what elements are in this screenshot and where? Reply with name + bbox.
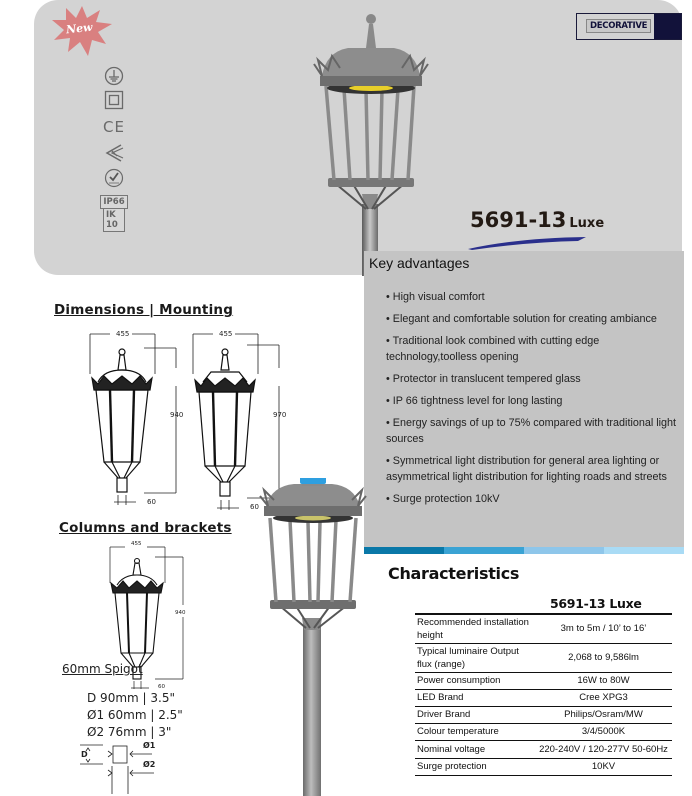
- spec-value: Cree XPG3: [579, 692, 628, 703]
- key-advantages-title: Key advantages: [369, 255, 470, 271]
- spec-key: Recommended installation height: [417, 617, 529, 641]
- advantage-item: • Traditional look combined with cutting edge technology,toolless opening: [386, 333, 684, 365]
- characteristics-title: Characteristics: [388, 564, 520, 583]
- lamp-product-image-top: [308, 4, 434, 276]
- advantage-item: • Elegant and comfortable solution for creating ambiance: [386, 311, 684, 327]
- spigot-spec-d1: Ø1 60mm | 2.5": [87, 708, 183, 722]
- model-number: 5691-13: [470, 208, 567, 232]
- advantage-item: • Energy savings of up to 75% compared with traditional light sources: [386, 415, 684, 447]
- advantage-item: • Symmetrical light distribution for general area lighting or asymmetrical light distribution for lighting roads and streets: [386, 453, 684, 485]
- spec-value: 3/4/5000K: [581, 726, 626, 737]
- category-tag-accent: [654, 14, 681, 39]
- eac-mark-icon: [103, 142, 125, 164]
- table-row: [415, 741, 672, 759]
- color-bar-segment: [604, 547, 684, 554]
- lamp-product-image-bottom: [258, 478, 368, 796]
- table-row: [415, 707, 672, 724]
- category-tag: [576, 13, 682, 40]
- spigot-spec-depth: D 90mm | 3.5": [87, 691, 175, 705]
- characteristics-model: 5691-13 Luxe: [550, 596, 642, 611]
- spigot-d1-label: Ø1: [143, 741, 156, 750]
- spigot-d2-label: Ø2: [143, 760, 156, 769]
- drawing1-width-label: 455: [116, 330, 130, 338]
- drawing1-spigot-label: 60: [147, 498, 156, 506]
- characteristics-table: [415, 613, 672, 776]
- columns-height-label: 940: [175, 610, 186, 616]
- table-row: [415, 673, 672, 690]
- advantage-item: • Surge protection 10kV: [386, 491, 684, 507]
- spec-key: Power consumption: [417, 675, 501, 686]
- ce-mark-icon: CE: [103, 118, 125, 136]
- spec-key: Surge protection: [417, 761, 487, 772]
- spec-key: Driver Brand: [417, 709, 471, 720]
- spec-key: Typical luminaire Output flux (range): [417, 646, 519, 670]
- color-bar-segment: [364, 547, 444, 554]
- title-swoosh: [468, 236, 586, 250]
- spec-value: 220-240V / 120-277V 50-60Hz: [539, 744, 668, 755]
- spigot-spec-d2: Ø2 76mm | 3": [87, 725, 172, 739]
- rohs-icon: [103, 166, 125, 190]
- advantage-item: • IP 66 tightness level for long lasting: [386, 393, 684, 409]
- drawing1-height-label: 940: [170, 411, 184, 419]
- spec-value: 3m to 5m / 10’ to 16’: [560, 623, 647, 634]
- earth-ground-icon: [103, 64, 125, 88]
- key-advantages-list: [386, 289, 684, 513]
- drawing2-width-label: 455: [219, 330, 233, 338]
- spec-value: 10KV: [591, 761, 616, 772]
- ip66-badge: IP66: [103, 195, 125, 209]
- category-label: DECORATIVE: [586, 19, 651, 33]
- table-row: [415, 614, 672, 644]
- spigot-title: 60mm Spigot: [62, 662, 143, 676]
- key-advantages-panel: [364, 251, 684, 547]
- model-title: [470, 208, 604, 232]
- advantage-item: • High visual comfort: [386, 289, 684, 305]
- color-bar-segment: [444, 547, 524, 554]
- dimensions-title: Dimensions | Mounting: [54, 302, 234, 318]
- columns-title: Columns and brackets: [59, 520, 232, 536]
- spec-key: Nominal voltage: [417, 743, 486, 755]
- color-bar-segment: [524, 547, 604, 554]
- class-ii-icon: [103, 89, 125, 111]
- table-row: [415, 690, 672, 707]
- spec-value: 2,068 to 9,586lm: [568, 652, 639, 663]
- drawing2-spigot-label: 60: [250, 503, 259, 511]
- new-badge-label: New: [65, 20, 94, 37]
- drawing2-height-label: 970: [273, 411, 287, 419]
- columns-width-label: 455: [131, 541, 142, 547]
- table-row: [415, 644, 672, 673]
- spec-value: 16W to 80W: [577, 675, 630, 686]
- advantages-color-bar: [364, 547, 684, 554]
- table-row: [415, 759, 672, 776]
- spec-key: LED Brand: [417, 692, 464, 703]
- dimension-drawing-1: [84, 330, 194, 510]
- model-suffix: Luxe: [569, 216, 605, 231]
- spigot-d-label: D: [81, 750, 88, 759]
- advantage-item: • Protector in translucent tempered glass: [386, 371, 684, 387]
- columns-spigot-label: 60: [158, 684, 165, 690]
- ik10-badge: IK 10: [103, 213, 125, 227]
- spec-key: Colour temperature: [417, 726, 499, 737]
- table-row: [415, 724, 672, 741]
- spec-value: Philips/Osram/MW: [564, 709, 643, 720]
